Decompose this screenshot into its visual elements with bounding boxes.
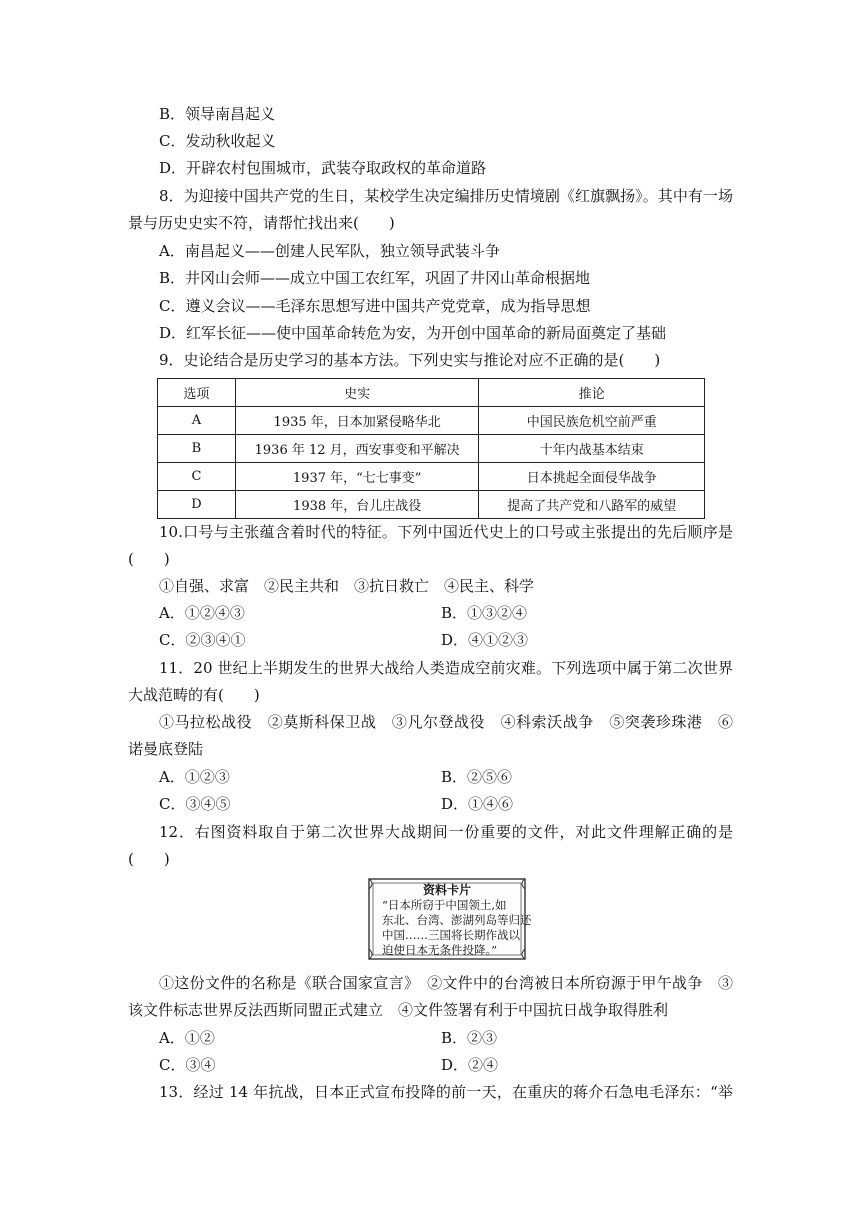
- q7-option-b: B．领导南昌起义: [159, 105, 276, 123]
- q7-option-c: C．发动秋收起义: [159, 132, 276, 150]
- q8-option-a: A．南昌起义——创建人民军队，独立领导武装斗争: [159, 242, 500, 260]
- table-header-cell: 选项: [158, 379, 236, 407]
- q10-option-c: C．②③④①: [159, 631, 246, 649]
- q8-stem-line1: 8．为迎接中国共产党的生日，某校学生决定编排历史情境剧《红旗飘扬》。其中有一场: [159, 187, 733, 205]
- q10-items: ①自强、求富 ②民主共和 ③抗日救亡 ④民主、科学: [159, 577, 535, 595]
- table-row: [158, 463, 705, 491]
- q13-stem-line1: 13．经过 14 年抗战，日本正式宣布投降的前一天，在重庆的蒋介石急电毛泽东：“举: [159, 1083, 733, 1101]
- table-row: [158, 435, 705, 463]
- q10-option-b: B．①③②④: [441, 604, 528, 622]
- table-cell: B: [158, 435, 236, 463]
- q8-stem-line2: 景与历史史实不符，请帮忙找出来( ): [128, 214, 395, 232]
- q10-stem-line2: ( ): [128, 550, 170, 568]
- q12-option-b: B．②③: [441, 1029, 498, 1047]
- q10-option-d: D．④①②③: [441, 631, 529, 649]
- card-line: 迫使日本无条件投降。”: [382, 943, 498, 957]
- q11-option-a: A．①②③: [159, 768, 230, 786]
- table-cell: D: [158, 491, 236, 519]
- table-header-cell: 推论: [479, 379, 705, 407]
- q10-option-a: A．①②④③: [159, 604, 245, 622]
- q9-table: [157, 378, 705, 519]
- q11-option-c: C．③④⑤: [159, 795, 231, 813]
- card-title: 资料卡片: [422, 883, 471, 897]
- table-cell: 日本挑起全面侵华战争: [479, 463, 705, 491]
- q7-option-d: D．开辟农村包围城市，武装夺取政权的革命道路: [159, 159, 487, 177]
- q12-option-a: A．①②: [159, 1029, 215, 1047]
- table-cell: 十年内战基本结束: [479, 435, 705, 463]
- q10-stem-line1: 10.口号与主张蕴含着时代的特征。下列中国近代史上的口号或主张提出的先后顺序是: [159, 523, 733, 541]
- table-cell: A: [158, 407, 236, 435]
- table-header-row: [158, 379, 705, 407]
- q12-stem-line2: ( ): [128, 850, 170, 868]
- q11-items-line1: ①马拉松战役 ②莫斯科保卫战 ③凡尔登战役 ④科索沃战争 ⑤突袭珍珠港 ⑥: [159, 713, 733, 731]
- q11-option-d: D．①④⑥: [441, 795, 514, 813]
- q12-items-line2: 该文件标志世界反法西斯同盟正式建立 ④文件签署有利于中国抗日战争取得胜利: [128, 1001, 669, 1019]
- table-cell: 1937 年，“七七事变”: [235, 463, 479, 491]
- table-cell: 中国民族危机空前严重: [479, 407, 705, 435]
- table-cell: 1935 年，日本加紧侵略华北: [235, 407, 479, 435]
- table-cell: 提高了共产党和八路军的威望: [479, 491, 705, 519]
- table-cell: 1936 年 12 月，西安事变和平解决: [235, 435, 479, 463]
- q8-option-b: B．井冈山会师——成立中国工农红军，巩固了井冈山革命根据地: [159, 269, 591, 287]
- q9-stem: 9．史论结合是历史学习的基本方法。下列史实与推论对应不正确的是( ): [159, 351, 661, 369]
- card-line: 中国……三国将长期作战以: [382, 928, 520, 942]
- table-header-cell: 史实: [235, 379, 479, 407]
- q8-option-c: C．遵义会议——毛泽东思想写进中国共产党党章，成为指导思想: [159, 297, 591, 315]
- table-row: [158, 407, 705, 435]
- q8-option-d: D．红军长征——使中国革命转危为安，为开创中国革命的新局面奠定了基础: [159, 324, 667, 342]
- q11-stem-line2: 大战范畴的有( ): [128, 686, 260, 704]
- q12-stem-line1: 12．右图资料取自于第二次世界大战期间一份重要的文件，对此文件理解正确的是: [159, 823, 733, 841]
- table-cell: 1938 年，台儿庄战役: [235, 491, 479, 519]
- card-line: 东北、台湾、澎湖列岛等归还: [382, 913, 532, 927]
- q11-stem-line1: 11．20 世纪上半期发生的世界大战给人类造成空前灾难。下列选项中属于第二次世界: [159, 659, 733, 677]
- q12-option-c: C．③④: [159, 1056, 216, 1074]
- table-row: [158, 491, 705, 519]
- q11-items-line2: 诺曼底登陆: [128, 740, 204, 758]
- table-cell: C: [158, 463, 236, 491]
- q11-option-b: B．②⑤⑥: [441, 768, 513, 786]
- q12-option-d: D．②④: [441, 1056, 499, 1074]
- q12-items-line1: ①这份文件的名称是《联合国家宣言》 ②文件中的台湾被日本所窃源于甲午战争 ③: [159, 974, 733, 992]
- material-card-figure: [366, 876, 532, 962]
- card-line: “日本所窃于中国领土,如: [382, 898, 507, 912]
